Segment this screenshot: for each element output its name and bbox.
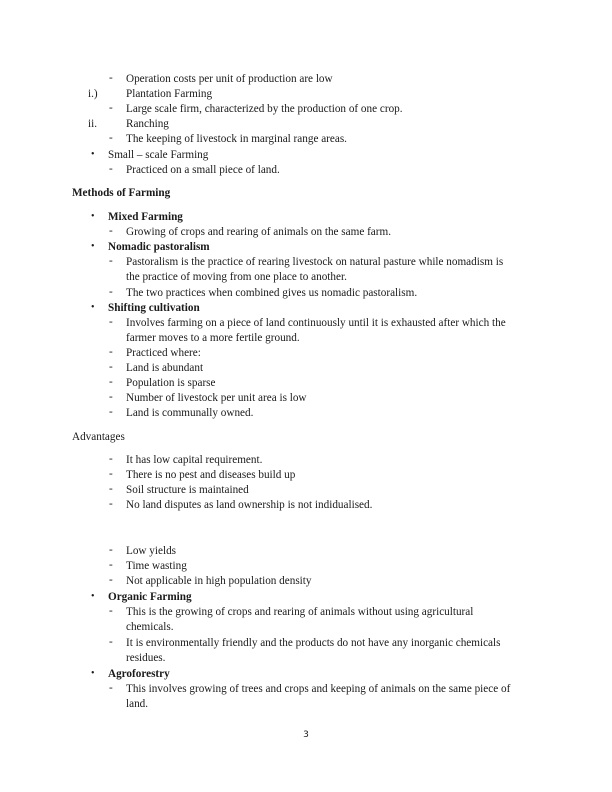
- dash-list-item: Involves farming on a piece of land continuously until it is exhausted after which the: [126, 317, 506, 329]
- dash-list-item: Practiced where:: [126, 347, 201, 359]
- roman-marker: ii.: [88, 118, 98, 130]
- roman-list-item: Plantation Farming: [126, 88, 213, 100]
- list-item-continuation: residues.: [126, 652, 166, 664]
- dash-list-item: Population is sparse: [126, 377, 216, 389]
- dash-list-item: There is no pest and diseases build up: [126, 469, 296, 481]
- list-item-continuation: farmer moves to a more fertile ground.: [126, 332, 300, 344]
- dash-marker: -: [109, 72, 113, 84]
- bullet-icon: •: [91, 668, 95, 679]
- dash-list-item: Pastoralism is the practice of rearing livestock on natural pasture while nomadism is: [126, 256, 504, 268]
- dash-marker: -: [109, 346, 113, 358]
- dash-marker: -: [109, 682, 113, 694]
- dash-list-item: Operation costs per unit of production are low: [126, 73, 333, 85]
- dash-list-item: This involves growing of trees and crops and keeping of animals on the same piece of: [126, 683, 511, 695]
- dash-marker: -: [109, 361, 113, 373]
- dash-marker: -: [109, 453, 113, 465]
- dash-marker: -: [109, 605, 113, 617]
- dash-marker: -: [109, 406, 113, 418]
- bullet-icon: •: [91, 591, 95, 602]
- list-item-continuation: the practice of moving from one place to another.: [126, 271, 347, 283]
- dash-list-item: Growing of crops and rearing of animals on the same farm.: [126, 226, 391, 238]
- dash-list-item: Practiced on a small piece of land.: [126, 164, 280, 176]
- dash-marker: -: [109, 636, 113, 648]
- dash-list-item: This is the growing of crops and rearing of animals without using agricultural: [126, 606, 474, 618]
- bullet-icon: •: [91, 211, 95, 222]
- dash-list-item: Land is communally owned.: [126, 407, 254, 419]
- dash-marker: -: [109, 132, 113, 144]
- dash-marker: -: [109, 225, 113, 237]
- list-item-continuation: land.: [126, 698, 149, 710]
- bullet-list-item: Nomadic pastoralism: [108, 241, 210, 253]
- dash-list-item: Time wasting: [126, 560, 187, 572]
- bullet-list-item: Organic Farming: [108, 591, 192, 603]
- dash-list-item: Soil structure is maintained: [126, 484, 249, 496]
- page-number: 3: [303, 730, 309, 740]
- dash-marker: -: [109, 391, 113, 403]
- dash-list-item: The two practices when combined gives us nomadic pastoralism.: [126, 287, 418, 299]
- dash-marker: -: [109, 316, 113, 328]
- bullet-icon: •: [91, 302, 95, 313]
- section-label: Advantages: [72, 431, 125, 443]
- dash-list-item: Number of livestock per unit area is low: [126, 392, 307, 404]
- dash-marker: -: [109, 468, 113, 480]
- list-item-continuation: chemicals.: [126, 621, 174, 633]
- dash-marker: -: [109, 286, 113, 298]
- roman-marker: i.): [88, 88, 98, 100]
- bullet-list-item: Agroforestry: [108, 668, 170, 680]
- dash-list-item: The keeping of livestock in marginal range areas.: [126, 133, 347, 145]
- roman-list-item: Ranching: [126, 118, 169, 130]
- dash-marker: -: [109, 376, 113, 388]
- dash-list-item: It has low capital requirement.: [126, 454, 263, 466]
- dash-marker: -: [109, 574, 113, 586]
- dash-marker: -: [109, 544, 113, 556]
- section-heading: Methods of Farming: [72, 187, 171, 199]
- dash-marker: -: [109, 255, 113, 267]
- dash-list-item: Low yields: [126, 545, 177, 557]
- bullet-list-item: Mixed Farming: [108, 211, 183, 223]
- dash-list-item: Large scale firm, characterized by the production of one crop.: [126, 103, 403, 115]
- dash-list-item: No land disputes as land ownership is not indidualised.: [126, 499, 373, 511]
- dash-marker: -: [109, 163, 113, 175]
- dash-marker: -: [109, 102, 113, 114]
- dash-list-item: Not applicable in high population density: [126, 575, 312, 587]
- bullet-icon: •: [91, 241, 95, 252]
- dash-list-item: It is environmentally friendly and the products do not have any inorganic chemicals: [126, 637, 501, 649]
- bullet-icon: •: [91, 149, 95, 160]
- bullet-list-item: Shifting cultivation: [108, 302, 200, 314]
- dash-marker: -: [109, 483, 113, 495]
- dash-marker: -: [109, 498, 113, 510]
- dash-list-item: Land is abundant: [126, 362, 204, 374]
- dash-marker: -: [109, 559, 113, 571]
- bullet-list-item: Small – scale Farming: [108, 149, 209, 161]
